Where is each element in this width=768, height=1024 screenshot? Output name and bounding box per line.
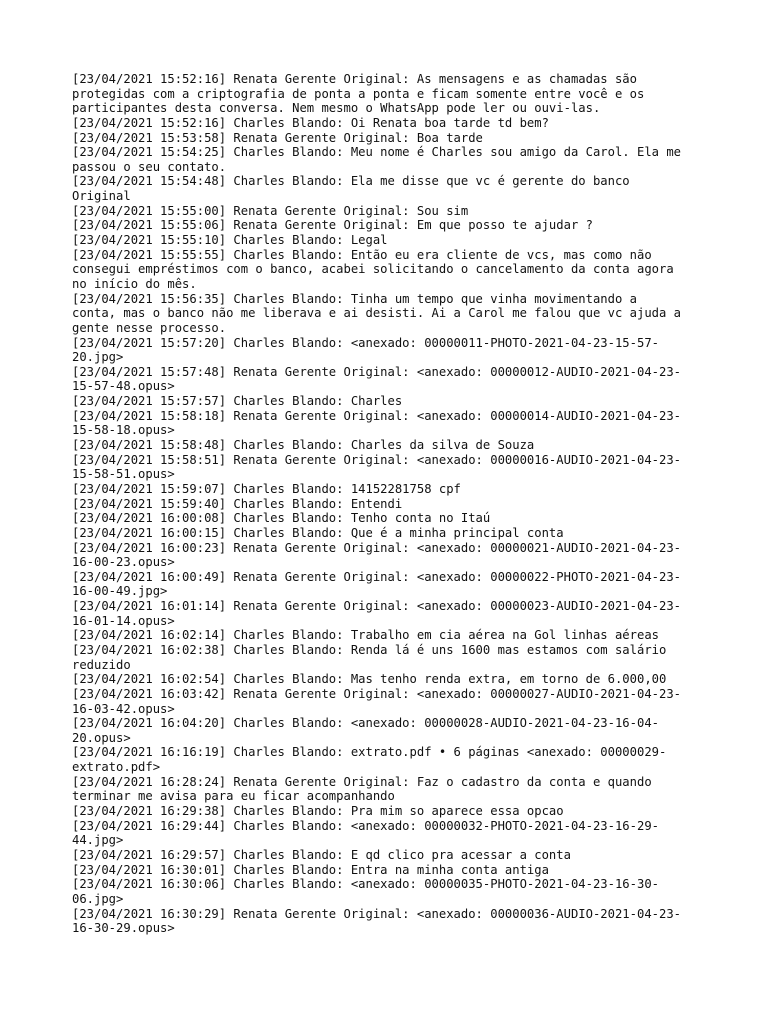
transcript-line: [23/04/2021 16:00:08] Charles Blando: Tenho conta no Itaú [72, 511, 491, 526]
transcript-line: Original [72, 189, 131, 204]
transcript-line: [23/04/2021 15:55:06] Renata Gerente Original: Em que posso te ajudar ? [72, 218, 593, 233]
transcript-line: [23/04/2021 15:54:48] Charles Blando: Ela me disse que vc é gerente do banco [72, 174, 630, 189]
transcript-line: 16-03-42.opus> [72, 701, 175, 716]
transcript-line: [23/04/2021 16:02:54] Charles Blando: Mas tenho renda extra, em torno de 6.000,00 [72, 672, 667, 687]
transcript-line: [23/04/2021 16:01:14] Renata Gerente Original: <anexado: 00000023-AUDIO-2021-04-23- [72, 599, 682, 614]
transcript-line: conta, mas o banco não me liberava e ai desisti. Ai a Carol me falou que vc ajuda a [72, 306, 682, 321]
transcript-line: passou o seu contato. [72, 159, 227, 174]
transcript-line: [23/04/2021 15:57:57] Charles Blando: Charles [72, 394, 403, 409]
transcript-line: [23/04/2021 15:58:18] Renata Gerente Original: <anexado: 00000014-AUDIO-2021-04-23- [72, 408, 682, 423]
transcript-line: [23/04/2021 15:57:48] Renata Gerente Original: <anexado: 00000012-AUDIO-2021-04-23- [72, 364, 682, 379]
transcript-line: [23/04/2021 16:28:24] Renata Gerente Original: Faz o cadastro da conta e quando [72, 774, 652, 789]
transcript-line: reduzido [72, 657, 131, 672]
transcript-line: [23/04/2021 15:54:25] Charles Blando: Meu nome é Charles sou amigo da Carol. Ela me [72, 145, 682, 160]
transcript-line: [23/04/2021 16:04:20] Charles Blando: <anexado: 00000028-AUDIO-2021-04-23-16-04- [72, 716, 659, 731]
transcript-line: [23/04/2021 15:57:20] Charles Blando: <anexado: 00000011-PHOTO-2021-04-23-15-57- [72, 335, 659, 350]
transcript-line: [23/04/2021 15:59:40] Charles Blando: Entendi [72, 496, 403, 511]
transcript-line: [23/04/2021 16:29:57] Charles Blando: E qd clico pra acessar a conta [72, 847, 571, 862]
transcript-line: [23/04/2021 16:30:29] Renata Gerente Original: <anexado: 00000036-AUDIO-2021-04-23- [72, 906, 682, 921]
transcript-line: no início do mês. [72, 276, 197, 291]
transcript-line: [23/04/2021 15:56:35] Charles Blando: Tinha um tempo que vinha movimentando a [72, 291, 637, 306]
transcript-line: [23/04/2021 15:53:58] Renata Gerente Original: Boa tarde [72, 130, 483, 145]
chat-transcript [72, 72, 702, 936]
transcript-line: consegui empréstimos com o banco, acabei solicitando o cancelamento da conta agora [72, 262, 674, 277]
transcript-line: [23/04/2021 15:58:51] Renata Gerente Original: <anexado: 00000016-AUDIO-2021-04-23- [72, 452, 682, 467]
transcript-line: gente nesse processo. [72, 320, 227, 335]
transcript-line: [23/04/2021 15:59:07] Charles Blando: 14152281758 cpf [72, 481, 461, 496]
transcript-line: 44.jpg> [72, 833, 124, 848]
transcript-line: [23/04/2021 16:00:23] Renata Gerente Original: <anexado: 00000021-AUDIO-2021-04-23- [72, 540, 682, 555]
transcript-line: [23/04/2021 16:30:01] Charles Blando: Entra na minha conta antiga [72, 862, 549, 877]
transcript-line: 15-57-48.opus> [72, 379, 175, 394]
transcript-line: [23/04/2021 16:00:49] Renata Gerente Original: <anexado: 00000022-PHOTO-2021-04-23- [72, 569, 682, 584]
transcript-line: [23/04/2021 15:55:10] Charles Blando: Legal [72, 233, 388, 248]
transcript-line: [23/04/2021 16:29:44] Charles Blando: <anexado: 00000032-PHOTO-2021-04-23-16-29- [72, 818, 659, 833]
transcript-line: extrato.pdf> [72, 760, 161, 775]
transcript-line: [23/04/2021 16:03:42] Renata Gerente Original: <anexado: 00000027-AUDIO-2021-04-23- [72, 686, 682, 701]
transcript-line: 15-58-51.opus> [72, 467, 175, 482]
transcript-line: [23/04/2021 15:52:16] Renata Gerente Original: As mensagens e as chamadas são [72, 72, 637, 86]
transcript-line: 20.jpg> [72, 350, 124, 365]
transcript-line: [23/04/2021 15:55:55] Charles Blando: Então eu era cliente de vcs, mas como não [72, 247, 652, 262]
transcript-line: [23/04/2021 16:02:38] Charles Blando: Renda lá é uns 1600 mas estamos com salário [72, 642, 667, 657]
transcript-line: [23/04/2021 16:29:38] Charles Blando: Pra mim so aparece essa opcao [72, 804, 564, 819]
transcript-line: 20.opus> [72, 730, 131, 745]
transcript-line: 06.jpg> [72, 891, 124, 906]
transcript-line: [23/04/2021 15:58:48] Charles Blando: Charles da silva de Souza [72, 438, 535, 453]
transcript-line: [23/04/2021 16:00:15] Charles Blando: Que é a minha principal conta [72, 525, 564, 540]
transcript-line: protegidas com a criptografia de ponta a ponta e ficam somente entre você e os [72, 86, 645, 101]
transcript-line: [23/04/2021 15:52:16] Charles Blando: Oi Renata boa tarde td bem? [72, 115, 549, 130]
transcript-line: 16-00-23.opus> [72, 555, 175, 570]
transcript-line: 16-01-14.opus> [72, 613, 175, 628]
transcript-line: 15-58-18.opus> [72, 423, 175, 438]
transcript-line: 16-30-29.opus> [72, 921, 175, 936]
transcript-line: [23/04/2021 15:55:00] Renata Gerente Original: Sou sim [72, 203, 469, 218]
transcript-line: terminar me avisa para eu ficar acompanhando [72, 789, 395, 804]
transcript-line: [23/04/2021 16:16:19] Charles Blando: extrato.pdf • 6 páginas <anexado: 00000029- [72, 745, 667, 760]
transcript-line: [23/04/2021 16:30:06] Charles Blando: <anexado: 00000035-PHOTO-2021-04-23-16-30- [72, 877, 659, 892]
transcript-line: 16-00-49.jpg> [72, 584, 168, 599]
transcript-line: participantes desta conversa. Nem mesmo o WhatsApp pode ler ou ouvi-las. [72, 101, 601, 116]
transcript-line: [23/04/2021 16:02:14] Charles Blando: Trabalho em cia aérea na Gol linhas aéreas [72, 628, 659, 643]
